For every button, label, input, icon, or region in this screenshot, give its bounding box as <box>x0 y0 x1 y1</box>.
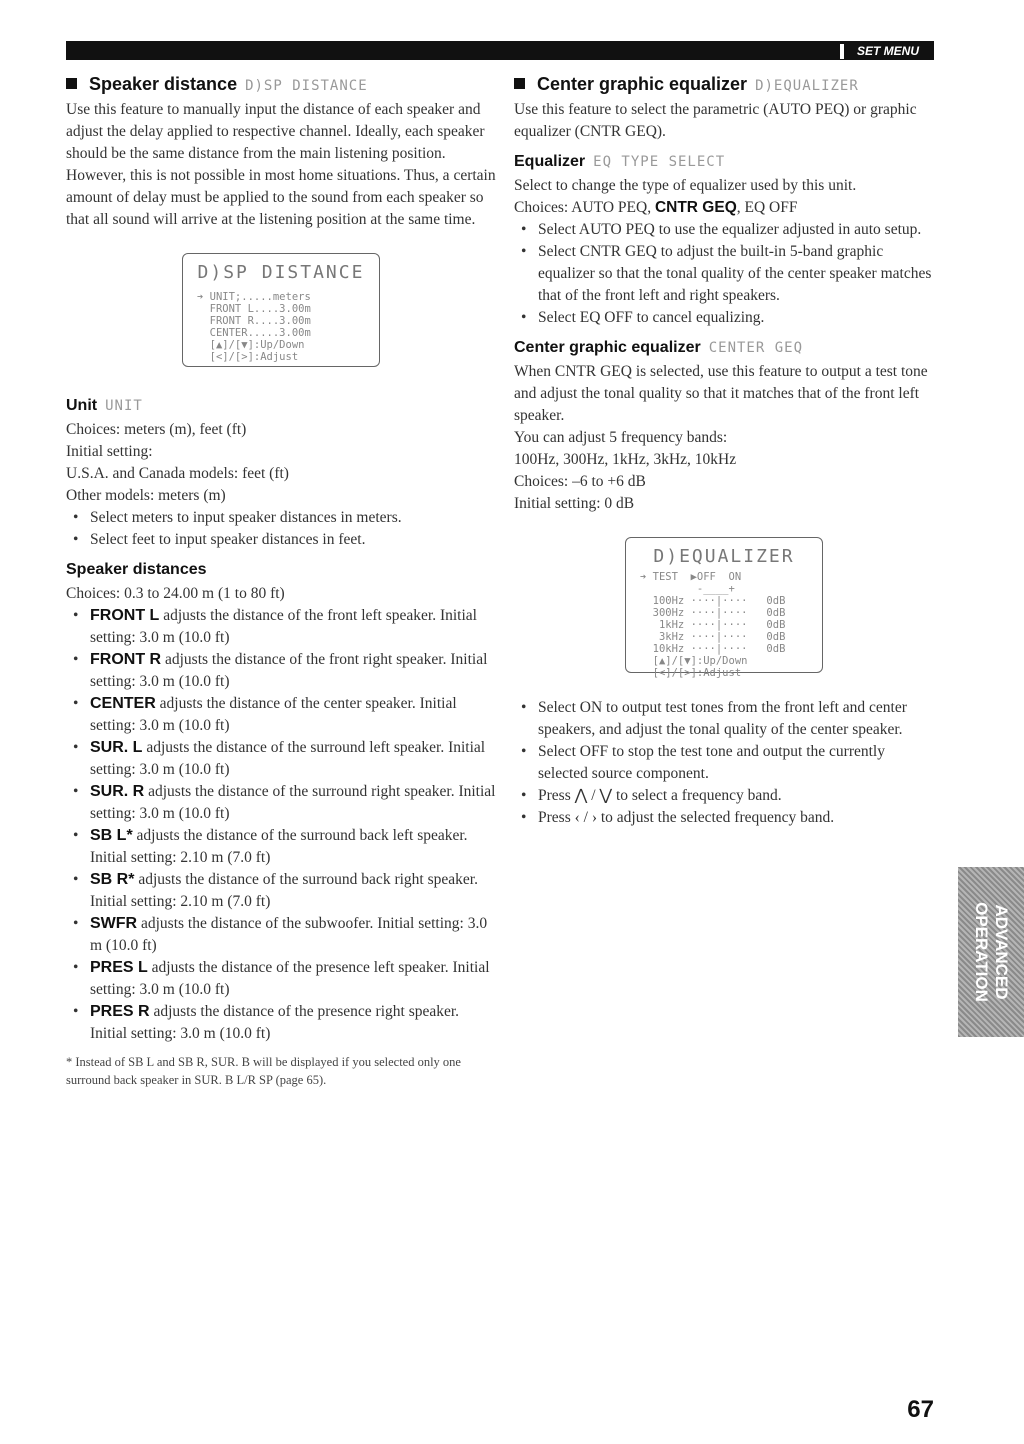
square-bullet-icon <box>514 78 525 89</box>
center-geq-title: Center graphic equalizer D)EQUALIZER <box>514 74 934 95</box>
equalizer-text: Select to change the type of equalizer used by this unit. <box>514 177 857 194</box>
section-tag <box>840 44 932 59</box>
header-bar <box>66 41 934 60</box>
list-item: • Select ON to output test tones from the front left and center speakers, and adjust the tonal quality of the center speaker. <box>514 697 934 741</box>
lcd-row: 1kHz ····|···· 0dB <box>640 619 786 631</box>
geq-line: Initial setting: 0 dB <box>514 495 635 512</box>
list-item: • Select meters to input speaker distances in meters. <box>66 507 496 529</box>
speaker-distance-intro: Use this feature to manually input the distance of each speaker and adjust the delay applied to respective channel. Ideally, each speaker should be the same distance from the main listening position. However, this is not possible in most home situations. Thus, a certain amount of delay must be applied to the sound from each speaker so that all sound will arrive at the listening position at the same time. <box>66 101 496 228</box>
list-item: • SB L* adjusts the distance of the surround back left speaker. Initial setting: 2.10 m (7.0 ft) <box>66 825 496 869</box>
left-column <box>66 74 496 1089</box>
unit-heading: Unit UNIT <box>66 397 143 414</box>
center-geq-intro: Use this feature to select the parametric (AUTO PEQ) or graphic equalizer (CNTR GEQ). <box>514 101 917 140</box>
equalizer-choices: Choices: AUTO PEQ, CNTR GEQ, EQ OFF <box>514 199 798 216</box>
distances-list <box>66 605 496 1045</box>
speaker-distance-title: Speaker distance D)SP DISTANCE <box>66 74 496 95</box>
lcd-title: D)SP DISTANCE <box>197 262 365 283</box>
tab-label: ADVANCED <box>992 904 1011 1000</box>
lcd-row: FRONT L....3.00m <box>197 303 311 315</box>
lcd-title: D)EQUALIZER <box>653 546 795 567</box>
geq-line: Choices: –6 to +6 dB <box>514 473 646 490</box>
lcd-row: 100Hz ····|···· 0dB <box>640 595 786 607</box>
list-item: • Select AUTO PEQ to use the equalizer adjusted in auto setup. <box>514 219 934 241</box>
unit-line: Choices: meters (m), feet (ft) <box>66 421 247 438</box>
lcd-row: 3kHz ····|···· 0dB <box>640 631 786 643</box>
list-item: • SB R* adjusts the distance of the surround back right speaker. Initial setting: 2.10 m (7.0 ft) <box>66 869 496 913</box>
lcd-row: ➔ TEST ▶OFF ON <box>640 571 742 583</box>
lcd-row: 10kHz ····|···· 0dB <box>640 643 786 655</box>
center-geq-heading: Center graphic equalizer CENTER GEQ <box>514 339 804 356</box>
lcd-row: CENTER.....3.00m <box>197 327 311 339</box>
lcd-row: 300Hz ····|···· 0dB <box>640 607 786 619</box>
geq-line: When CNTR GEQ is selected, use this feature to output a test tone and adjust the tonal quality so that it matches that of the front left speaker. <box>514 363 928 424</box>
advanced-operation-tab <box>958 867 1024 1037</box>
lcd-row: [▲]/[▼]:Up/Down <box>640 655 748 667</box>
lcd-display-equalizer <box>625 537 823 679</box>
list-item: • Press ⋀ / ⋁ to select a frequency band. <box>514 785 934 807</box>
list-item: • Select OFF to stop the test tone and output the currently selected source component. <box>514 741 934 785</box>
list-item: • SUR. R adjusts the distance of the surround right speaker. Initial setting: 3.0 m (10.0 ft) <box>66 781 496 825</box>
lcd-label: D)SP DISTANCE <box>245 78 368 94</box>
section-tag-label: SET MENU <box>844 44 932 59</box>
unit-line: Initial setting: <box>66 443 153 460</box>
page-number: 67 <box>907 1396 934 1423</box>
list-item: • FRONT L adjusts the distance of the front left speaker. Initial setting: 3.0 m (10.0 ft) <box>66 605 496 649</box>
list-item: • Select EQ OFF to cancel equalizing. <box>514 307 934 329</box>
geq-line: 100Hz, 300Hz, 1kHz, 3kHz, 10kHz <box>514 451 737 468</box>
lcd-row: -____+ <box>640 583 735 595</box>
lcd-row: [<]/[>]:Adjust <box>197 351 299 363</box>
list-item: • Select feet to input speaker distances in feet. <box>66 529 496 551</box>
equalizer-heading: Equalizer EQ TYPE SELECT <box>514 153 726 170</box>
list-item: • Press ‹ / › to adjust the selected frequency band. <box>514 807 934 829</box>
tab-label: OPERATION <box>972 902 991 1002</box>
lcd-row: [▲]/[▼]:Up/Down <box>197 339 305 351</box>
list-item: • SUR. L adjusts the distance of the surround left speaker. Initial setting: 3.0 m (10.0 ft) <box>66 737 496 781</box>
equalizer-bullets <box>514 219 934 329</box>
footnote: * Instead of SB L and SB R, SUR. B will be displayed if you selected only one surround back speaker in SUR. B L/R SP (page 65). <box>66 1055 461 1087</box>
speaker-distances-heading: Speaker distances <box>66 561 207 578</box>
unit-bullets <box>66 507 496 551</box>
unit-line: U.S.A. and Canada models: feet (ft) <box>66 465 289 482</box>
list-item: • PRES L adjusts the distance of the presence left speaker. Initial setting: 3.0 m (10.0 ft) <box>66 957 496 1001</box>
list-item: • FRONT R adjusts the distance of the front right speaker. Initial setting: 3.0 m (10.0 ft) <box>66 649 496 693</box>
right-column <box>514 74 934 829</box>
unit-line: Other models: meters (m) <box>66 487 226 504</box>
distances-choices: Choices: 0.3 to 24.00 m (1 to 80 ft) <box>66 585 285 602</box>
list-item: • CENTER adjusts the distance of the center speaker. Initial setting: 3.0 m (10.0 ft) <box>66 693 496 737</box>
lcd-row: [<]/[>]:Adjust <box>640 667 742 679</box>
list-item: • SWFR adjusts the distance of the subwoofer. Initial setting: 3.0 m (10.0 ft) <box>66 913 496 957</box>
lcd-display-distance <box>182 253 380 367</box>
lcd-label: D)EQUALIZER <box>755 78 859 94</box>
lcd-row: ➔ UNIT;.....meters <box>197 291 311 303</box>
list-item: • Select CNTR GEQ to adjust the built-in 5-band graphic equalizer so that the tonal quality of the center speaker matches that of the front left and right speakers. <box>514 241 934 307</box>
geq-bullets <box>514 697 934 829</box>
list-item: • PRES R adjusts the distance of the presence right speaker. Initial setting: 3.0 m (10.0 ft) <box>66 1001 496 1045</box>
lcd-row: FRONT R....3.00m <box>197 315 311 327</box>
square-bullet-icon <box>66 78 77 89</box>
geq-line: You can adjust 5 frequency bands: <box>514 429 728 446</box>
